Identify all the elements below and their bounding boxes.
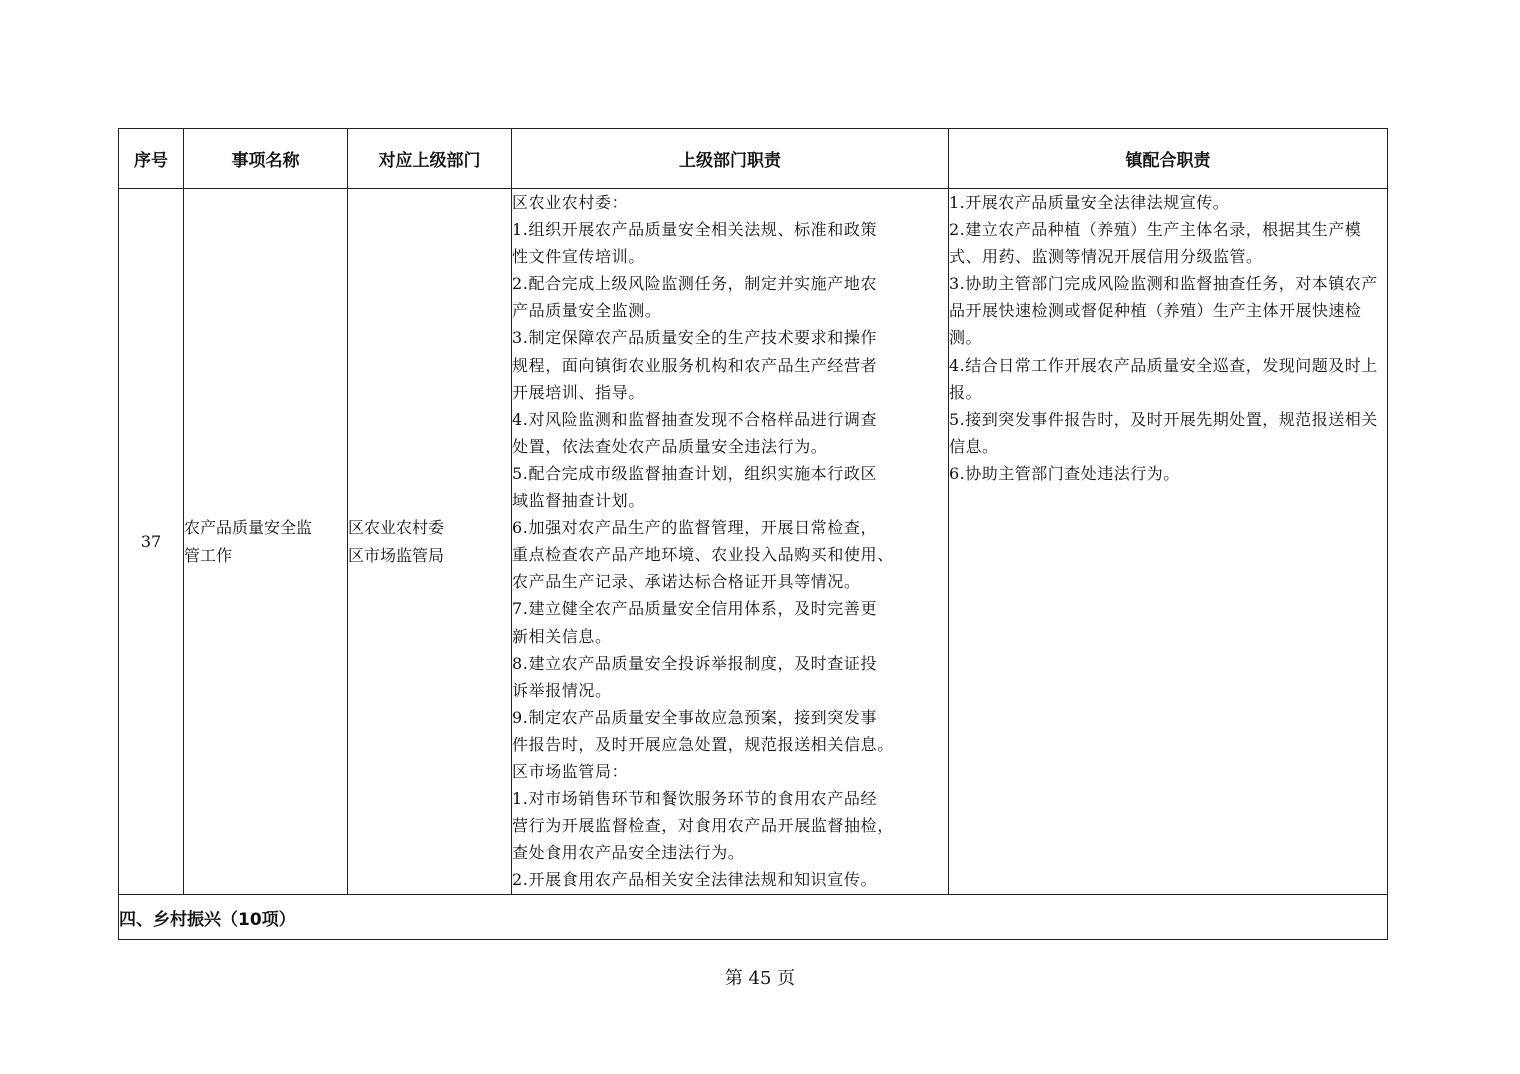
- superior-duty-line: 诉举报情况。: [512, 680, 612, 700]
- superior-duty-line: 5.配合完成市级监督抽查计划，组织实施本行政区: [512, 463, 878, 483]
- dept-market: 区市场监管局: [348, 545, 445, 565]
- row-town-duties: [949, 189, 1388, 895]
- superior-duty-line: 农产品生产记录、承诺达标合格证开具等情况。: [512, 572, 861, 592]
- superior-duty-line: 区市场监管局：: [512, 761, 629, 781]
- section-row: [119, 895, 1388, 940]
- town-duty-item: 6.协助主管部门查处违法行为。: [949, 463, 1180, 483]
- superior-duty-line: 9.制定农产品质量安全事故应急预案，接到突发事: [512, 707, 878, 727]
- superior-duty-line: 4.对风险监测和监督抽查发现不合格样品进行调查: [512, 409, 878, 429]
- row-superior-duties: [512, 189, 949, 895]
- superior-duty-line: 件报告时，及时开展应急处置，规范报送相关信息。: [512, 734, 894, 754]
- superior-duty-line: 重点检查农产品产地环境、农业投入品购买和使用、: [512, 545, 894, 565]
- header-superior-dept: 对应上级部门: [348, 129, 512, 189]
- row-depts: [348, 189, 512, 895]
- superior-duty-line: 6.加强对农产品生产的监督管理，开展日常检查，: [512, 518, 878, 538]
- superior-duty-line: 营行为开展监督检查，对食用农产品开展监督抽检，: [512, 816, 894, 836]
- town-duty-item: 4.结合日常工作开展农产品质量安全巡查，发现问题及时上报。: [949, 355, 1378, 402]
- superior-duty-line: 1.对市场销售环节和餐饮服务环节的食用农产品经: [512, 789, 878, 809]
- superior-duty-line: 8.建立农产品质量安全投诉举报制度，及时查证投: [512, 653, 878, 673]
- town-duty-item: 1.开展农产品质量安全法律法规宣传。: [949, 193, 1230, 212]
- superior-duty-line: 区农业农村委：: [512, 193, 629, 212]
- header-row: [119, 129, 1388, 189]
- town-duty-item: 3.协助主管部门完成风险监测和监督抽查任务，对本镇农产品开展快速检测或督促种植（养殖）生产主体开展快速检测。: [949, 274, 1378, 348]
- header-superior-duties: 上级部门职责: [512, 129, 949, 189]
- town-duty-item: 2.建立农产品种植（养殖）生产主体名录，根据其生产模式、用药、监测等情况开展信用分级监管。: [949, 220, 1362, 267]
- table-row: [119, 189, 1388, 895]
- row-item-name: [184, 189, 348, 895]
- superior-duty-line: 处置，依法查处农产品质量安全违法行为。: [512, 436, 828, 456]
- superior-duty-line: 域监督抽查计划。: [512, 491, 645, 511]
- superior-duty-line: 2.开展食用农产品相关安全法律法规和知识宣传。: [512, 870, 878, 890]
- superior-duty-line: 开展培训、指导。: [512, 382, 645, 402]
- superior-duty-line: 产品质量安全监测。: [512, 301, 662, 321]
- superior-duty-line: 1.组织开展农产品质量安全相关法规、标准和政策: [512, 220, 878, 240]
- row-seq: 37: [119, 189, 184, 895]
- header-town-duties: 镇配合职责: [949, 129, 1388, 189]
- section-title: 四、乡村振兴（10项）: [119, 895, 1388, 940]
- header-item-name: 事项名称: [184, 129, 348, 189]
- dept-agri: 区农业农村委: [348, 517, 445, 537]
- page-number: 第 45 页: [724, 968, 796, 989]
- superior-duty-line: 新相关信息。: [512, 626, 612, 646]
- superior-duty-line: 性文件宣传培训。: [512, 247, 645, 267]
- superior-duty-line: 查处食用农产品安全违法行为。: [512, 843, 745, 863]
- superior-duty-line: 3.制定保障农产品质量安全的生产技术要求和操作: [512, 328, 878, 348]
- town-duty-item: 5.接到突发事件报告时，及时开展先期处置，规范报送相关信息。: [949, 409, 1378, 456]
- superior-duty-line: 7.建立健全农产品质量安全信用体系，及时完善更: [512, 599, 878, 619]
- item-name-text: 农产品质量安全监管工作: [184, 517, 313, 565]
- superior-duty-line: 2.配合完成上级风险监测任务，制定并实施产地农: [512, 274, 878, 294]
- header-seq: 序号: [119, 129, 184, 189]
- superior-duty-line: 规程，面向镇街农业服务机构和农产品生产经营者: [512, 355, 878, 375]
- responsibility-table: [118, 128, 1388, 940]
